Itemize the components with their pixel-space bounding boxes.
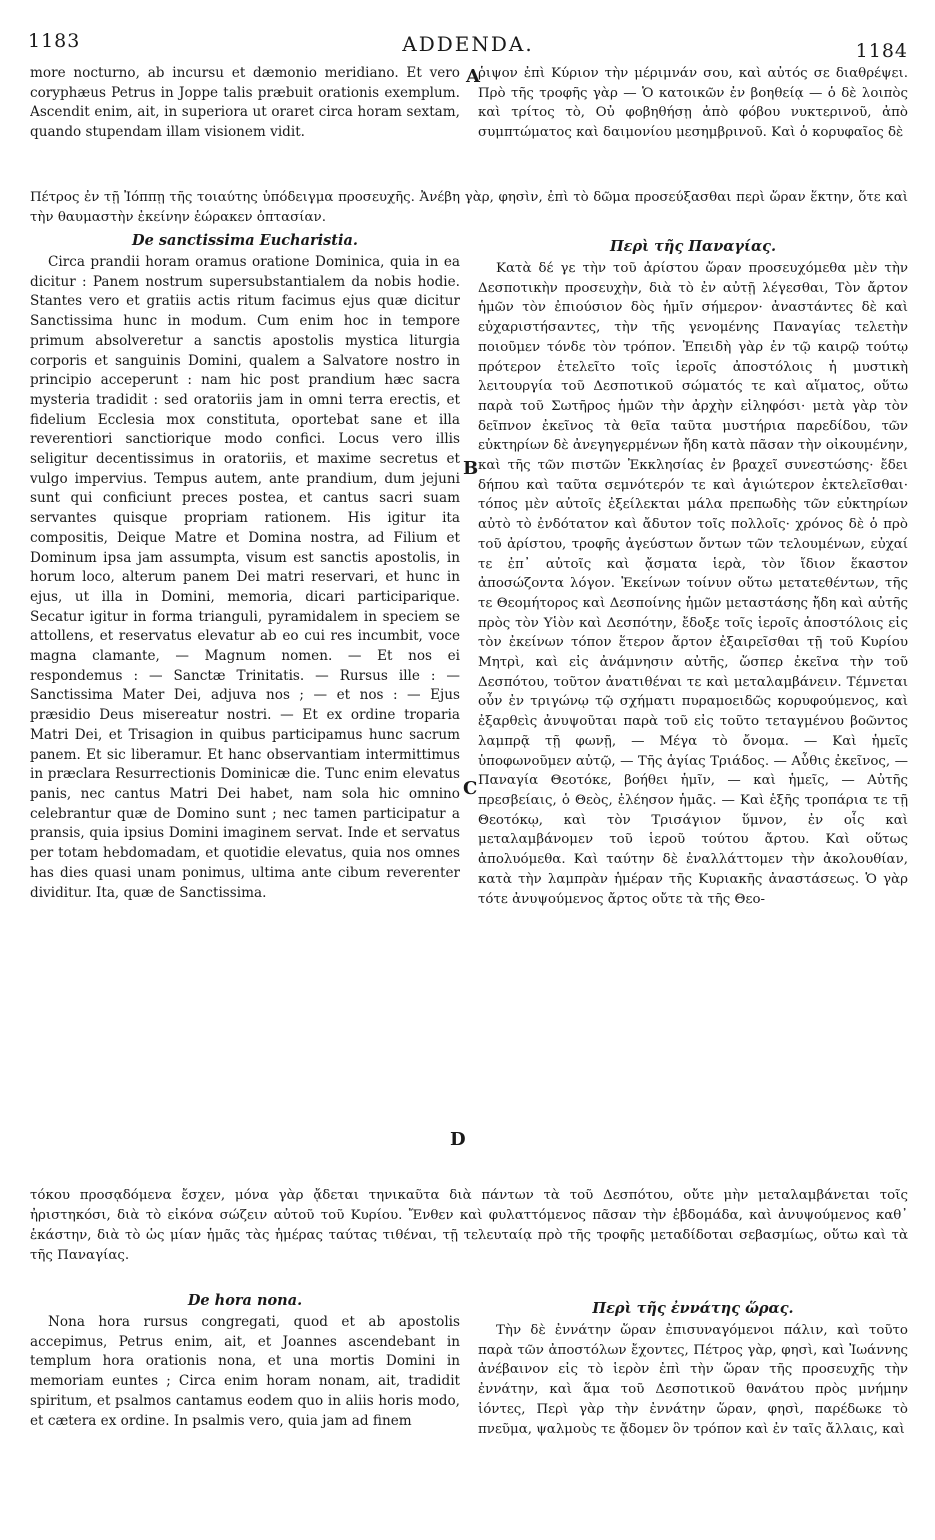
greek-column-panagia: [478, 238, 908, 1184]
page-number-left: 1183: [28, 30, 81, 52]
greek-fullwidth-panagia: [30, 1186, 908, 1286]
running-title: ADDENDA.: [402, 32, 534, 56]
greek-text-peter: Πέτρος ἐν τῇ Ἰόππῃ τῆς τοιαύτης ὑπόδειγμα προσευχῆς. Ἀνέβη γὰρ, φησὶν, ἐπὶ τὸ δῶμα προσεύξασθαι περὶ ὥραν ἕκτην, ὅτε καὶ τὴν θαυμαστὴν ἐκείνην ἑώρακεν ὀπτασίαν.: [30, 190, 908, 225]
greek-text-panagia-continued: τόκου προσᾳδόμενα ἔσχεν, μόνα γὰρ ᾄδεται τηνικαῦτα διὰ πάντων τὰ τοῦ Δεσπότου, οὔτε μὴν μεταλαμβάνεται τοῖς ἠριστηκόσι, διὰ τὸ εἰκόνα σώζειν αὐτοῦ τοῦ Κυρίου. Ἔνθεν καὶ φυλαττόμενος πᾶσαν τὴν ἑβδομάδα, καὶ ἀνυψούμενος καθ᾽ ἑκάστην, διὰ τὸ ὡς μίαν ἡμᾶς τὰς ἡμέρας ταύτας τιθέναι, τῇ τελευταίᾳ πρὸ τῆς τροφῆς μεταδίδοται σεβασμίως, οὕτω καὶ τὰ τῆς Παναγίας.: [30, 1188, 908, 1263]
latin-text-hora-nona: Nona hora rursus congregati, quod et ab apostolis accepimus, Petrus enim, ait, et Joannes ascendebant in templum hora orationis nona, et una mortis Domini in memoriam euntes ; Circa enim horam nonam, ait, tradidit spiritum, et psalmos cantamus eodem quo in aliis horis modo, et cætera ex ordine. In psalmis vero, quia jam ad finem: [30, 1314, 460, 1429]
page-number-right: 1184: [855, 40, 908, 62]
margin-marker-c: C: [463, 778, 478, 799]
greek-heading-panagia: Περὶ τῆς Παναγίας.: [609, 238, 777, 255]
page-header: [28, 26, 908, 62]
margin-marker-b: B: [463, 458, 479, 479]
latin-column-hora-nona: [30, 1292, 460, 1528]
greek-column-section-1: [478, 64, 908, 188]
latin-text-eucharistia: Circa prandii horam oramus oratione Dominica, quia in ea dicitur : Panem nostrum supersubstantialem da nobis hodie. Stantes vero et gratiis actis ritum facimus ejus quæ dicitur Sanctissima hunc in modum. Cum enim hoc in tempore primum absolveretur a sanctis apostolis mystica liturgia corporis et sanguinis Domini, qualem a Salvatore nostro in principio acceperunt : nam hic post prandium hæc sacra mysteria tradidit : sed oratoriis jam in omni terra erectis, et fidelium Ecclesia mox constituta, oportebat sane et illa reverentiori sanctiorique modo confici. Locus vero illis seligitur decentissimus in oratoriis, et maxime secretus et vulgo impervius. Tempus autem, ante prandium, dum jejuni sunt qui conficiunt preces postea, et cantus sacri suam servantes quisque propriam rationem. His igitur ita compositis, Deique Matre et Domina nostra, ad Filium et Dominum ipsa jam assumpta, visum est sanctis apostolis, in horum loco, alterum panem Dei matri reservari, et hunc in ejus, ut illa in Domini, memoria, dicari participarique. Secatur igitur in forma trianguli, pyramidalem in speciem se attollens, et reservatus elevatur ab eo cui res incumbit, voce magna clamante, — Magnum nomen. — Et nos ei respondemus : — Sanctæ Trinitatis. — Rursus ille : — Sanctissima Mater Dei, adjuva nos ; — et nos : — Ejus præsidio Deus misereatur nostri. — Et ex ordine troparia Matri Dei, et Trisagion in quibus participamus hunc sacrum panem. Et sic liberamur. Et hanc observantiam intermittimus in præclara Resurrectionis Dominicæ die. Tunc enim elevatus panis, nec cantus Matri Dei habet, nam sola hic omnino celebrantur quæ de Domino sunt ; nec tamen participatur a pransis, quia ipsius Domini imaginem servat. Inde et servatus per totam hebdomadam, et quotidie elevatus, quia nos omnes has dies quasi unam ponimus, ultima ante cibum reverenter dividitur. Ita, quæ de Sanctissima.: [30, 254, 460, 901]
latin-column-section-1: [30, 64, 460, 188]
greek-text-opening: ῥιψον ἐπὶ Κύριον τὴν μέριμνάν σου, καὶ αὐτός σε διαθρέψει. Πρὸ τῆς τροφῆς γὰρ — Ὁ κατοικῶν ἐν βοηθείᾳ — ὁ δὲ λοιπὸς καὶ τρίτος τὸ, Οὐ φοβηθήσῃ ἀπὸ φόβου νυκτερινοῦ, ἀπὸ συμπτώματος καὶ δαιμονίου μεσημβρινοῦ. Καὶ ὁ κορυφαῖος δὲ: [478, 66, 908, 141]
latin-heading-hora-nona: De hora nona.: [187, 1292, 303, 1309]
latin-text-opening: more nocturno, ab incursu et dæmonio meridiano. Et vero coryphæus Petrus in Joppe talis præbuit orationis exemplum. Ascendit enim, ait, in superiora ut oraret circa horam sextam, quando stupendam illam visionem vidit.: [30, 65, 460, 141]
greek-column-ennate: [478, 1300, 908, 1528]
latin-heading-eucharistia: De sanctissima Eucharistia.: [132, 232, 358, 249]
margin-marker-d: D: [450, 1129, 466, 1150]
latin-column-eucharistia: [30, 232, 460, 1184]
greek-text-panagia: Κατὰ δέ γε τὴν τοῦ ἀρίστου ὥραν προσευχόμεθα μὲν τὴν Δεσποτικὴν προσευχὴν, διὰ τὸ ἐν αὐτῇ λέγεσθαι, Τὸν ἄρτον ἡμῶν τὸν ἐπιούσιον δὸς ἡμῖν σήμερον· ἀναστάντες δὲ καὶ εὐχαριστήσαντες, τὴν τῆς γενομένης Παναγίας τελετὴν ποιοῦμεν τόνδε τὸν τρόπον. Ἐπειδὴ γὰρ ἐν τῷ καιρῷ τούτῳ πρότερον ἐτελεῖτο τοῖς ἱεροῖς ἀποστόλοις ἡ μυστικὴ λειτουργία τοῦ Δεσποτικοῦ σώματός τε καὶ αἵματος, οὕτω παρὰ τοῦ Σωτῆρος ἡμῶν τὴν ἀρχὴν εἰληφόσι· μετὰ γὰρ τὸν δεῖπνον ἐκεῖνος τὰ θεῖα ταῦτα μυστήρια παρεδίδου, τῶν εὐκτηρίων δὲ ἀνεγηγερμένων ἤδη κατὰ πᾶσαν τὴν οἰκουμένην, καὶ τῆς τῶν πιστῶν Ἐκκλησίας ἐν βραχεῖ συνεστώσης· ἔδει δήπου καὶ ταῦτα σεμνότερόν τε καὶ ἁγιώτερον ἐκτελεῖσθαι· τόπος μὲν αὐτοῖς ἐξείλεκται μάλα πρεπωδὴς τῶν εὐκτηρίων αὐτὸ τὸ ἐνδότατον καὶ ἄδυτον τοῖς πολλοῖς· χρόνος δὲ ὁ πρὸ τοῦ ἀρίστου, τροφῆς ἀγεύστων ὄντων τῶν τελουμένων, εὐχαί τε ἐπ᾽ αὐτοῖς καὶ ᾄσματα ἱερὰ, τὸν ἴδιον ἕκαστον ἀποσώζοντα λόγον. Ἐκείνων τοίνυν οὕτω μετατεθέντων, τῆς τε Θεομήτορος καὶ Δεσποίνης ἡμῶν μεταστάσης ἤδη καὶ αὐτῆς πρὸς τὸν Υἱὸν καὶ Δεσπότην, ἔδοξε τοῖς ἱεροῖς ἀποστόλοις εἰς τὸν ἐκείνων τόπον ἕτερον ἄρτον ἐξαιρεῖσθαι τῇ τοῦ Κυρίου Μητρὶ, καὶ εἰς ἀνάμνησιν αὐτῆς, ὥσπερ ἐκεῖνα τὴν τοῦ Δεσπότου, τοῦτον ἀνατιθέναι τε καὶ μεταλαμβάνειν. Τέμνεται οὖν ἐν τριγώνῳ τῷ σχήματι πυραμοειδῶς κορυφούμενος, καὶ ἐξαρθεὶς ἀνυψοῦται παρὰ τοῦ εἰς τοῦτο τεταγμένου βοῶντος λαμπρᾷ τῇ φωνῇ, — Μέγα τὸ ὄνομα. — Καὶ ἡμεῖς ὑποφωνοῦμεν αὐτῷ, — Τῆς ἁγίας Τριάδος. — Αὖθις ἐκεῖνος, — Παναγία Θεοτόκε, βοήθει ἡμῖν, — καὶ ἡμεῖς, — Αὐτῆς πρεσβείαις, ὁ Θεὸς, ἐλέησον ἡμᾶς. — Καὶ ἑξῆς τροπάρια τε τῇ Θεοτόκῳ, καὶ τὸν Τρισάγιον ὕμνον, ἐν οἷς καὶ μεταλαμβάνομεν τοῦ ἱεροῦ τούτου ἄρτου. Καὶ οὕτως ἀπολυόμεθα. Καὶ ταύτην δὲ ἐναλλάττομεν τὴν ἀκολουθίαν, κατὰ τὴν λαμπρὰν ἡμέραν τῆς Κυριακῆς ἀναστάσεως. Ὁ γὰρ τότε ἀνυψούμενος ἄρτος οὔτε τὰ τῆς Θεο-: [478, 261, 908, 907]
greek-heading-ennate: Περὶ τῆς ἐννάτης ὥρας.: [592, 1300, 794, 1317]
greek-fullwidth-peter: [30, 188, 908, 232]
margin-marker-a: A: [466, 66, 480, 87]
greek-text-ennate: Τὴν δὲ ἐννάτην ὥραν ἐπισυναγόμενοι πάλιν, καὶ τοῦτο παρὰ τῶν ἀποστόλων ἔχοντες, Πέτρος γὰρ, φησὶ, καὶ Ἰωάννης ἀνέβαινον εἰς τὸ ἱερὸν ἐπὶ τὴν ὥραν τῆς προσευχῆς τὴν ἐννάτην, καὶ ἅμα τοῦ Δεσποτικοῦ θανάτου πρὸς μνήμην ἰόντες, Περὶ γὰρ τὴν ἐννάτην ὥραν, φησὶ, παρέδωκε τὸ πνεῦμα, ψαλμοὺς τε ᾄδομεν ὃν τρόπον καὶ ἐν ταῖς ἄλλαις, καὶ: [478, 1323, 908, 1437]
